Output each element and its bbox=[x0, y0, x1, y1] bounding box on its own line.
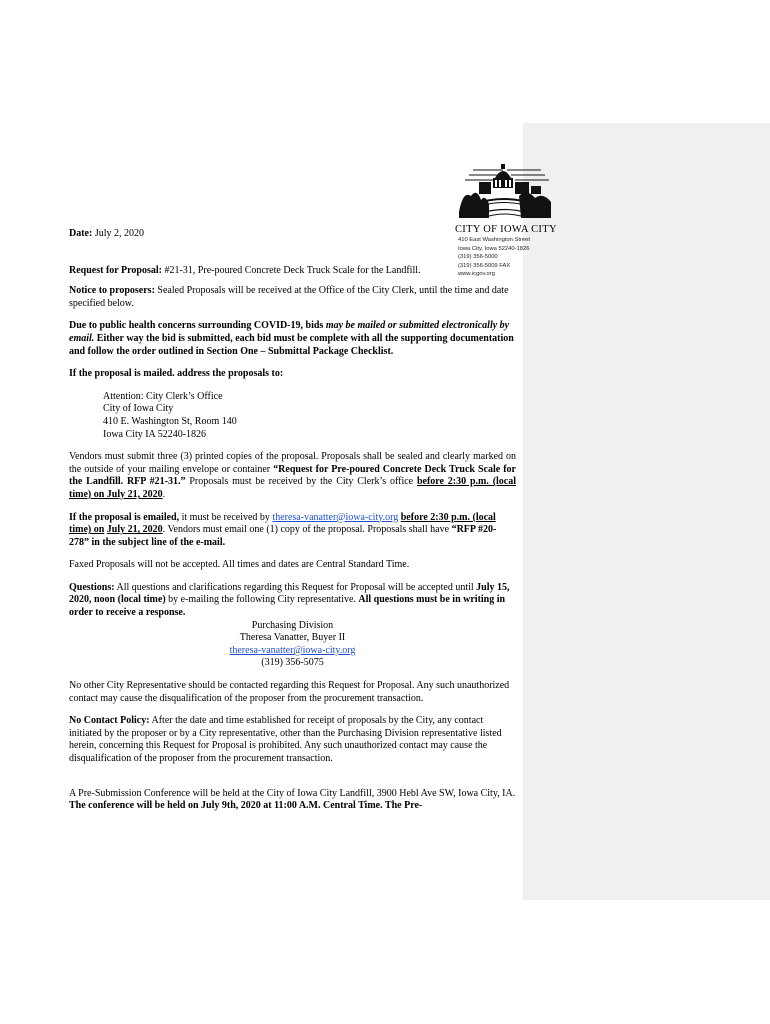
covid-text: Either way the bid is submitted, each bid must be complete with all the supporting documentation and follow the order outlined in Section One – Submittal Package Checklist. bbox=[69, 332, 514, 357]
emailed-deadline-date: July 21, 2020 bbox=[106, 524, 163, 536]
city-name: CITY OF IOWA CITY bbox=[455, 224, 557, 235]
questions-text: by e-mailing the following City representative. bbox=[168, 594, 356, 606]
emailed-text: . Vendors must email one (1) copy of the proposal. Proposals shall have bbox=[162, 524, 450, 536]
emailed-text: it must be received by bbox=[181, 511, 270, 523]
comment-pane bbox=[523, 123, 770, 900]
buyer-email-link[interactable]: theresa-vanatter@iowa-city.org bbox=[272, 511, 399, 523]
no-contact-paragraph bbox=[69, 715, 516, 765]
vendors-paragraph bbox=[69, 451, 516, 501]
questions-text: All questions and clarifications regarding this Request for Proposal will be accepted until bbox=[116, 581, 474, 593]
presubmission-emphasis: The conference will be held on July 9th, 2020 at 11:00 A.M. Central Time. The Pre- bbox=[69, 800, 423, 812]
request-line bbox=[69, 265, 516, 278]
address-line: 410 East Washington Street bbox=[458, 237, 530, 243]
mail-address-line: City of Iowa City bbox=[103, 403, 174, 415]
contact-division: Purchasing Division bbox=[251, 619, 334, 631]
mail-address-line: Attention: City Clerk’s Office bbox=[103, 390, 223, 402]
covid-emphasis: may be mailed or submitted electronically by email. bbox=[69, 320, 510, 344]
phone-line: (319) 356-5000 bbox=[458, 254, 498, 261]
questions-paragraph bbox=[69, 582, 516, 620]
presubmission-paragraph bbox=[69, 788, 516, 813]
mail-address-block bbox=[69, 391, 516, 441]
questions-emphasis: All questions must be in writing in order to receive a response. bbox=[69, 594, 506, 619]
emailed-label: If the proposal is emailed, bbox=[69, 511, 180, 523]
request-label: Request for Proposal: bbox=[69, 264, 162, 276]
vendors-text: . bbox=[162, 488, 166, 500]
vendors-text: Vendors must submit three (3) printed copies of the proposal. Proposals shall be sealed and clearly marked on the outside of your mailing envelope or container bbox=[69, 451, 516, 475]
vendors-label-text: “Request for Pre-poured Concrete Deck Truck Scale for the Landfill. RFP #21-31.” bbox=[69, 463, 516, 488]
request-value: #21-31, Pre-poured Concrete Deck Truck Scale for the Landfill. bbox=[164, 264, 421, 276]
mailed-heading: If the proposal is mailed. address the proposals to: bbox=[69, 368, 284, 380]
no-other-paragraph: No other City Representative should be contacted regarding this Request for Proposal. Any such unauthorized contact may cause the disqualification of the proposer from the procurement transaction. bbox=[69, 680, 510, 704]
covid-text: Due to public health concerns surrounding COVID-19, bids bbox=[69, 320, 324, 332]
questions-label: Questions: bbox=[69, 581, 115, 593]
emailed-subject: “RFP #20-278” in the subject line of the e-mail. bbox=[69, 524, 497, 548]
covid-paragraph bbox=[69, 320, 516, 358]
contact-email-link[interactable]: theresa-vanatter@iowa-city.org bbox=[229, 644, 356, 656]
notice-label: Notice to proposers: bbox=[69, 285, 155, 297]
contact-phone: (319) 356-5075 bbox=[261, 657, 324, 669]
notice-text: Sealed Proposals will be received at the Office of the City Clerk, until the time and date specified below. bbox=[69, 285, 509, 309]
contact-name: Theresa Vanatter, Buyer II bbox=[239, 632, 346, 644]
mail-address-line: 410 E. Washington St, Room 140 bbox=[103, 415, 237, 427]
notice-paragraph bbox=[69, 285, 516, 310]
vendors-text: Proposals must be received by the City Clerk’s office bbox=[189, 476, 414, 488]
document-body bbox=[69, 228, 516, 813]
mail-address-line: Iowa City IA 52240-1826 bbox=[103, 428, 207, 440]
emailed-paragraph bbox=[69, 512, 516, 550]
questions-deadline: July 15, 2020, noon (local time) bbox=[69, 581, 510, 606]
no-contact-text: After the date and time established for receipt of proposals by the City, any contact initiated by the proposer or by a City representative, other than the Purchasing Division representative listed herein, concerning this Request for Proposal is prohibited. Any such unauthorized contact may cause the disqualification of the proposer from the procurement transaction. bbox=[69, 715, 502, 764]
address-line: Iowa City, Iowa 52240-1826 bbox=[458, 245, 530, 252]
city-seal-logo bbox=[455, 160, 555, 222]
date-label: Date: bbox=[69, 228, 93, 239]
fax-line: (319) 356-5009 FAX bbox=[458, 262, 511, 269]
website-line: www.icgov.org bbox=[458, 271, 495, 278]
emailed-deadline: before 2:30 p.m. (local time) on bbox=[69, 511, 496, 536]
contact-block bbox=[69, 620, 516, 670]
vendors-deadline: before 2:30 p.m. (local time) on July 21, 2020 bbox=[69, 476, 517, 500]
date-line bbox=[69, 228, 516, 241]
date-value: July 2, 2020 bbox=[94, 228, 144, 239]
faxed-paragraph: Faxed Proposals will not be accepted. All times and dates are Central Standard Time. bbox=[69, 559, 410, 571]
presubmission-text: A Pre-Submission Conference will be held at the City of Iowa City Landfill, 3900 Hebl Ave SW, Iowa City, IA. bbox=[69, 787, 516, 799]
no-contact-label: No Contact Policy: bbox=[69, 715, 150, 727]
